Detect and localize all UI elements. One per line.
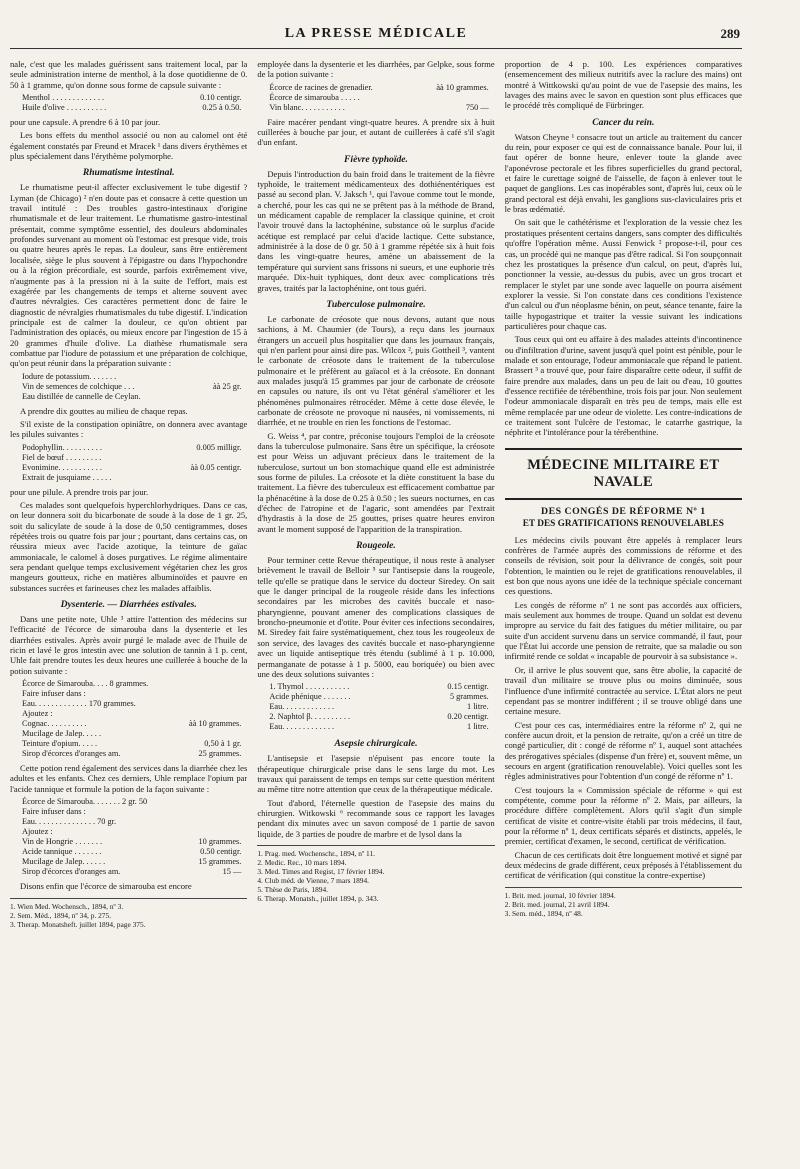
footnote: 1. Brit. med. journal, 10 février 1894. bbox=[504, 890, 616, 900]
dose: 15 — bbox=[222, 867, 242, 877]
footnotes bbox=[257, 845, 494, 903]
ingredient: Écorce de simarouba . . . . . bbox=[269, 92, 360, 102]
column-2 bbox=[257, 59, 494, 929]
footnote: 3. Sem. méd., 1894, nº 48. bbox=[504, 908, 583, 918]
dose: àà 10 grammes. bbox=[189, 719, 242, 729]
dose: 1 litre. bbox=[466, 702, 489, 712]
prescription-line bbox=[269, 103, 494, 113]
paragraph: proportion de 4 p. 100. Les expériences comparatives (ensemencement des milieux nutritifs avec la raclure des mains) ont montré à Wittkowski qu'au point de vue de l'asepsie des mains, les lavages des mains avec le savon en question sont plus efficaces que le procédé très compliqué de Fürbringer. bbox=[504, 59, 742, 111]
rubric-title: MÉDECINE MILITAIRE ET NAVALE bbox=[505, 448, 742, 500]
ingredient: Mucilage de Jalep. . . . . . bbox=[22, 857, 106, 867]
ingredient: Teinture d'opium. . . . . bbox=[22, 739, 98, 749]
article-subtitle: ET DES GRATIFICATIONS RENOUVELABLES bbox=[522, 518, 724, 529]
section-heading: Rhumatisme intestinal. bbox=[82, 167, 175, 179]
paragraph: Tout d'abord, l'éternelle question de l'asepsie des mains du chirurgien. Witkowski ⁶ recommande sous ce rapport les lavages pendant dix minutes avec un savon composé de 1 partie de savon liquide, de 3 parties de poudre de marbre et de lysol dans la bbox=[257, 797, 495, 839]
ingredient: Vin blanc. . . . . . . . . . . bbox=[269, 102, 345, 112]
paragraph: Cette potion rend également des services dans la diarrhée chez les adultes et les enfants. Chez ces derniers, Uhle remplace l'opium par l'acide tannique et formule la potion de la façon suivante : bbox=[10, 763, 248, 794]
prescription-text: Faire infuser dans : bbox=[22, 807, 86, 817]
column-3 bbox=[505, 59, 742, 929]
footnote: 2. Brit. med. journal, 21 avril 1894. bbox=[504, 899, 610, 909]
prescription-line bbox=[269, 83, 494, 93]
prescription-line bbox=[269, 712, 494, 722]
footnote: 2. Sem. Méd., 1894, nº 34, p. 275. bbox=[10, 910, 112, 920]
column-1 bbox=[10, 59, 247, 929]
prescription-line bbox=[22, 372, 247, 382]
prescription-line bbox=[269, 702, 494, 712]
footnote: 2. Medic. Rec., 10 mars 1894. bbox=[257, 857, 347, 867]
section-heading: Cancer du rein. bbox=[592, 116, 655, 128]
prescription-line bbox=[22, 729, 247, 739]
prescription-line bbox=[269, 682, 494, 692]
dose: 0.005 milligr. bbox=[196, 442, 242, 452]
paragraph: Le rhumatisme peut-il affecter exclusivement le tube digestif ? Lyman (de Chicago) ² n'en doute pas et consacre à cette question un travail intitulé : Des troubles gastro-intestinaux d'origine rhumatismale et de leur traitement. Le rhumatisme gastro-intestinal présentait, comme symptôme essentiel, des douleurs abdominales profondes survenant au moment où l'estomac est presque vide, trois ou quatre heures après le repas. La douleur, sans être entièrement localisée, siège le plus souvent à l'épigastre ou dans l'hypochondre ou à la région précordiale, est sourde, parfois extrêmement vive, n'augmente pas à la pression ni à la suite de l'effort, mais est exagérée par les changements de temps et alterne souvent avec d'autres névralgies. Ces caractères permettent donc de faire le diagnostic de névralgies rhumatismales du tube digestif. L'indication principale est de calmer la douleur, ce qu'on obtient par l'administration des opiacés, ou mieux encore par l'ingestion de 15 à 20 grammes d'huile d'olive. La diathèse rhumatismale sera combattue par l'iodure de potassium et une préparation de colchique, qu'on peut réunir dans la préparation suivante : bbox=[10, 182, 248, 369]
prescription-line bbox=[22, 867, 247, 877]
ingredient: Podophyllin. . . . . . . . . . bbox=[22, 442, 102, 452]
paragraph: Les congés de réforme nº 1 ne sont pas accordés aux officiers, mais seulement aux hommes de troupe. Quand un soldat est devenu impropre au service du fait des fatigues du métier militaire, ou par suite d'un accident survenu dans un service commandé, il faut, pour que l'État lui accorde une pension de retraite, que sa maladie ou son infirmité rende ce soldat « incapable de pourvoir à sa subsistance ». bbox=[504, 599, 742, 662]
ingredient: Sirop d'écorces d'oranges am. bbox=[22, 749, 121, 759]
ingredient: Vin de Hongrie . . . . . . . bbox=[22, 837, 103, 847]
dose: 0,50 à 1 gr. bbox=[204, 739, 242, 749]
footnote: 1. Wien Med. Wochensch., 1894, nº 3. bbox=[10, 901, 124, 911]
paragraph: Faire macérer pendant vingt-quatre heures. A prendre six à huit cuillerées à bouche par jour, et autant de cuillerées à café s'il s'agit d'un enfant. bbox=[257, 116, 495, 148]
prescription bbox=[22, 797, 247, 877]
prescription-text: Eau. . . . . . . . . . . . . 170 grammes. bbox=[22, 699, 136, 709]
paragraph: On sait que le cathétérisme et l'exploration de la vessie chez les prostatiques présentent certains dangers, sans compter des difficultés qu'offre l'opération même. Aussi Fenwick ² propose-t-il, pour ces cas, un procédé qui ne manque pas d'être radical. Si l'on soupçonnait chez les prostatiques la présence d'un calcul, on peut, d'après lui, ponctionner la vessie, au-dessus du pubis, avec un gros trocart et remplacer le stylet par une sonde avec laquelle on pourra aisément explorer la vessie. Si l'on constate dans ces conditions l'existence d'un calcul ou d'un néoplasme bénin, on peut, séance tenante, faire la taille hypogastrique et traiter la vessie suivant les indications particulières pour chaque cas. bbox=[504, 217, 742, 331]
footnote: 3. Therap. Monatsheft. juillet 1894, page 375. bbox=[10, 919, 146, 929]
dose: 1 litre. bbox=[466, 722, 489, 732]
footnote: 1. Prag. med. Wochenschr., 1894, nº 11. bbox=[257, 848, 375, 858]
page-header bbox=[10, 22, 742, 49]
journal-title: LA PRESSE MÉDICALE bbox=[284, 26, 468, 41]
prescription-text: Écorce de Simarouba. . . . 8 grammes. bbox=[22, 679, 149, 689]
prescription bbox=[22, 443, 247, 483]
paragraph: pour une capsule. A prendre 6 à 10 par jour. bbox=[10, 117, 161, 128]
footnote: 4. Club méd. de Vienne, 7 mars 1894. bbox=[257, 875, 370, 885]
paragraph: L'antisepsie et l'asepsie n'épuisent pas encore toute la thérapeutique chirurgicale prise dans le sens large du mot. Les travaux qui paraissent de temps en temps sur cette question méritent au même titre notre attention que ceux de la thérapeutique médicale. bbox=[257, 753, 495, 795]
columns bbox=[10, 59, 742, 929]
paragraph: A prendre dix gouttes au milieu de chaque repas. bbox=[20, 405, 188, 416]
paragraph: Depuis l'introduction du bain froid dans le traitement de la fièvre typhoïde, le traitement médicamenteux des dothiénentériques est passé au second plan. V. Jaksch ¹, qui l'avoue comme tout le monde, a cherché, pour les cas qui ne se prêtent pas à la méthode de Brand, un médicament capable de remplacer la classique quinine, et croit l'avoir trouvé dans la lactophénine, substance où le surplus d'acide acétique est remplacé par celui d'acide lactique. Cette substance, administrée à la dose de 0 gr. 50 à 1 gramme répétée six à huit fois dans les vingt-quatre heures, amène un abaissement de la température qui survient sans frissons ni sueurs, et une euphorie très marquée. Dix-huit typhiques, dont deux avec complications très graves, traités par la lactophénine, ont tous guéri. bbox=[257, 168, 495, 293]
dose: 0.20 centigr. bbox=[447, 712, 489, 722]
paragraph: Disons enfin que l'écorce de simarouba est encore bbox=[20, 881, 192, 892]
ingredient: Extrait de jusquiame . . . . . bbox=[22, 472, 112, 482]
prescription bbox=[22, 372, 247, 402]
paragraph: employée dans la dysenterie et les diarrhées, par Gelpke, sous forme de la potion suivante : bbox=[257, 59, 495, 80]
dose: 0.50 centigr. bbox=[200, 847, 242, 857]
prescription-line bbox=[269, 93, 494, 103]
ingredient: Vin de semences de colchique . . . bbox=[22, 381, 135, 391]
section-heading: Rougeole. bbox=[356, 540, 396, 552]
ingredient: Menthol . . . . . . . . . . . . . bbox=[22, 93, 105, 103]
prescription-text: Eau. . . . . . . . . . . . . . . 70 gr. bbox=[22, 817, 117, 827]
prescription-text: Faire infuser dans : bbox=[22, 689, 86, 699]
prescription bbox=[269, 83, 494, 113]
ingredient: Mucilage de Jalep. . . . . bbox=[22, 729, 102, 739]
footnote: 3. Med. Times and Regist, 17 février 1894. bbox=[257, 866, 385, 876]
prescription-line bbox=[22, 453, 247, 463]
dose: 750 — bbox=[465, 102, 489, 112]
paragraph: C'est toujours la « Commission spéciale de réforme » qui est compétente, comme pour la réforme nº 2. Mais, par ailleurs, la procédure diffère complètement. Alors qu'il s'agit d'un simple certificat de visite et contre-visite établi par trois médecins, il faut, pour la réforme nº 1, deux certificats séparés et distincts, appelés, le premier, certificat d'examen, le second, certificat de vérification. bbox=[504, 784, 742, 847]
ingredient: Acide tannique . . . . . . . bbox=[22, 847, 102, 857]
dose: 0.15 centigr. bbox=[447, 682, 489, 692]
paragraph: Les bons effets du menthol associé ou non au calomel ont été également constatés par Freund et Mracek ¹ dans divers érythèmes et plus spécialement dans l'érythème polymorphe. bbox=[10, 130, 248, 162]
page-number: 289 bbox=[720, 26, 740, 41]
prescription-line bbox=[22, 473, 247, 483]
ingredient: Eau distillée de cannelle de Ceylan. bbox=[22, 391, 141, 401]
prescription-line bbox=[22, 719, 247, 729]
article-title: DES CONGÉS DE RÉFORME Nº 1 bbox=[541, 505, 706, 517]
ingredient: Eau. . . . . . . . . . . . . bbox=[269, 702, 335, 712]
ingredient: Iodure de potassium. . . . . . . bbox=[22, 371, 117, 381]
dose: 25 grammes. bbox=[198, 749, 242, 759]
dose: 5 grammes. bbox=[449, 692, 489, 702]
dose: àà 25 gr. bbox=[212, 381, 242, 391]
prescription-text: Ajoutez : bbox=[22, 709, 53, 719]
footnotes bbox=[10, 898, 247, 929]
section-heading: Fièvre typhoïde. bbox=[344, 153, 408, 165]
paragraph: S'il existe de la constipation opiniâtre, on donnera avec avantage les pilules suivantes : bbox=[10, 418, 248, 440]
footnote: 6. Therap. Monatsh., juillet 1894, p. 343. bbox=[257, 893, 379, 903]
prescription-line bbox=[22, 463, 247, 473]
paragraph: Dans une petite note, Uhle ³ attire l'attention des médecins sur l'efficacité de l'écorce de simarouba dans la dysenterie et les diarrhées estivales. Après avoir purgé le malade avec de l'huile de ricin et lavé le gros intestin avec une solution de tannin à 1 p. cent, Uhle fait prendre toutes les deux heures une cuillerée à bouche de la potion suivante : bbox=[10, 614, 248, 676]
footnote: 5. Thèse de Paris, 1894. bbox=[257, 884, 329, 894]
dose: 15 grammes. bbox=[198, 857, 242, 867]
footnotes bbox=[505, 887, 742, 918]
section-heading: Dysenterie. — Diarrhées estivales. bbox=[60, 599, 197, 611]
prescription-text: Ajoutez : bbox=[22, 827, 53, 837]
ingredient: 1. Thymol . . . . . . . . . . . bbox=[269, 682, 350, 692]
ingredient: Sirop d'écorces d'oranges am. bbox=[22, 867, 121, 877]
dose: àà 0.05 centigr. bbox=[190, 462, 242, 472]
paragraph: Les médecins civils pouvant être appelés à remplacer leurs confrères de l'armée auprès des commissions de réforme et des conseils de révision, soit pour la délivrance de congés, soit pour l'obtention, le maintien ou le rejet de gratifications renouvelables, il est bon que nous ayons une idée de la technique spéciale concernant ces questions. bbox=[504, 534, 742, 597]
section-heading: Asepsie chirurgicale. bbox=[334, 738, 418, 750]
paragraph: G. Weiss ⁴, par contre, préconise toujours l'emploi de la créosote dans la tuberculose pulmonaire. Sans être un spécifique, la créosote est pour Weiss un adjuvant précieux dans le traitement de la tuberculose, surtout un bon stomachique quand elle est administrée sous forme de pilules. La créosote et la diète constituent la base du traitement. La fièvre des tuberculeux est efficacement combattue par la phénacétine à la dose de 0.25 à 0.50 ; les sueurs nocturnes, en cas d'échec de l'atropine et de l'agaric, sont amendées par l'extrait d'hydrastis à la dose de 25 gouttes, prises quatre heures environ avant le moment supposé de l'apparition de la transpiration. bbox=[257, 430, 495, 534]
paragraph: C'est pour ces cas, intermédiaires entre la réforme nº 2, qui ne confère aucun droit, et la pension de retraite, qu'on a créé un titre de congé particulier, dit : congé de réforme nº 1, auquel sont attachées des prérogatives spéciales (dispense d'un frère) et, souvent même, un secours en argent (gratification renouvelable). Voici quelles sont les règles administratives pour l'obtention d'un congé de réforme nº 1. bbox=[504, 719, 742, 782]
prescription-text: Écorce de Simarouba. . . . . . . 2 gr. 50 bbox=[22, 797, 148, 807]
prescription-line bbox=[22, 739, 247, 749]
prescription-line bbox=[22, 749, 247, 759]
ingredient: 2. Naphtol β. . . . . . . . . . bbox=[269, 712, 351, 722]
dose: àà 10 grammes. bbox=[436, 82, 489, 92]
prescription bbox=[22, 679, 247, 759]
paragraph: Chacun de ces certificats doit être longuement motivé et signé par deux médecins de grade différent, ceux préposés à l'établissement du certificat de vérification (qui constitue la contre-expertise) bbox=[504, 849, 742, 881]
prescription-line bbox=[22, 857, 247, 867]
section-heading: Tuberculose pulmonaire. bbox=[326, 298, 426, 310]
paragraph: Or, il arrive le plus souvent que, sans être abolie, la capacité de travail d'un militaire se trouve plus ou moins diminuée, sous l'influence d'une infirmité contractée au service. L'État alors ne peut cependant pas se montrer indifférent ; il se trouve obligé dans une certaine mesure. bbox=[504, 664, 742, 717]
prescription-line bbox=[22, 392, 247, 402]
prescription-line bbox=[22, 847, 247, 857]
ingredient: Écorce de racines de grenadier. bbox=[269, 82, 373, 92]
prescription-line bbox=[22, 103, 247, 113]
prescription-line bbox=[22, 443, 247, 453]
ingredient: Huile d'olive . . . . . . . . . . bbox=[22, 103, 107, 113]
ingredient: Eau. . . . . . . . . . . . . bbox=[269, 722, 335, 732]
paragraph: Pour terminer cette Revue thérapeutique, il nous reste à analyser brièvement le travail de Belloir ⁵ sur l'antisepsie dans la rougeole, telle qu'elle se pratique dans le service du docteur Siredey. On sait que le danger principal de la rougeole réside dans les infections secondaires par les microbes des cavités buccale et naso-pharyngienne, pouvant amener des complications classiques de broncho-pneumonie et d'otite. Pour éviter ces infections secondaires, M. Siredey fait faire systématiquement, chez tous les rougeoleux de son service, des lavages des cavités buccale et naso-pharyngienne avec un liquide antiseptique très étendu (sublimé à 1 p. 10.000, permanganate de potasse à 1 p. 5000, eau boriquée) ou bien avec une des deux solutions suivantes : bbox=[257, 555, 495, 679]
ingredient: Cognac. . . . . . . . . . bbox=[22, 719, 87, 729]
prescription-line bbox=[22, 837, 247, 847]
paragraph: Ces malades sont quelquefois hyperchlorhydriques. Dans ce cas, on leur donnera soit du bicarbonate de soude à la dose de 1 gr. 25, soit du salicylate de soude à la dose de 0,50 centigrammes, doses répétées trois ou quatre fois par jour ; pourtant, dans certains cas, on réussira mieux avec l'acide azotique, la teinture de gaïac ammoniacale, le calomel à doses purgatives. Le régime alimentaire sera pendant quelque temps exclusivement végétarien chez les gros mangeurs goutteux, riche en matières albuminoïdes et pauvre en substances sucrées et farineuses chez les malades affaiblis. bbox=[10, 499, 248, 593]
prescription-line bbox=[22, 382, 247, 392]
ingredient: Fiel de bœuf . . . . . . . . . bbox=[22, 452, 102, 462]
dose: 0.25 à 0.50. bbox=[202, 103, 242, 113]
prescription bbox=[269, 682, 494, 732]
prescription-line bbox=[22, 93, 247, 103]
paragraph: Watson Cheyne ¹ consacre tout un article au traitement du cancer du rein, pour exposer ce qui est de connaissance banale. Pour lui, il faut opérer de bonne heure, enlever toute la glande avec l'aponévrose pectorale et les fibres superficielles du grand pectoral, et faire le curettage soigné de l'aisselle, de façon à enlever tout le paquet de ganglions. Les cas inopérables sont, d'après lui, ceux où le grand pectoral est déjà envahi, les ganglions sus-claviculaires pris et le bras œdématié. bbox=[504, 131, 742, 215]
dose: 10 grammes. bbox=[198, 837, 242, 847]
prescription-line bbox=[269, 722, 494, 732]
ingredient: Acide phénique . . . . . . . bbox=[269, 692, 351, 702]
prescription-line bbox=[269, 692, 494, 702]
paragraph: Tous ceux qui ont eu affaire à des malades atteints d'incontinence ou d'infiltration d'urine, savent jusqu'à quel point est pénible, pour le malade et son entourage, l'odeur ammoniacale que répand le patient. Brassert ³ a trouvé que, pour faire disparaître cette odeur, il suffit de faire prendre aux malades, dans un peu de lait ou d'eau, 10 gouttes d'essence rectifiée de térébenthine, trois fois par jour. Non seulement l'odeur ammoniacale disparaît en très peu de temps, mais elle est même remplacée par une odeur de violette. Les contre-indications de ce traitement sont l'ulcère de l'estomac, le catarrhe gastrique, la néphrite et l'intolérance pour la térébenthine. bbox=[504, 334, 742, 438]
paragraph: pour une pilule. A prendre trois par jour. bbox=[10, 486, 149, 497]
dose: 0.10 centigr. bbox=[200, 93, 242, 103]
ingredient: Evonimine. . . . . . . . . . . bbox=[22, 462, 102, 472]
paragraph: nale, c'est que les malades guérissent sans traitement local, par la seule administration interne de menthol, à la dose quotidienne de 0. 50 à 1 gramme, qu'on donne sous forme de capsule suivante : bbox=[10, 59, 248, 90]
prescription bbox=[22, 93, 247, 113]
paragraph: Le carbonate de créosote que nous devons, autant que nous sachions, à M. Chaumier (de Tours), a reçu dans les journaux étrangers un accueil plus hospitalier que dans les journaux français, qui n'en parlent pour ainsi dire pas. Wilcox ², puis Gottheil ³, vantent le carbonate de créosote dans le traitement de la tuberculose pulmonaire et le préfèrent au gaïacol et à la créosote. En donnant aux malades jusqu'à 15 grammes par jour de carbonate de créosote en capsules ou nature, ils ont vu l'état général s'améliorer et les phénomènes pulmonaires rétrocéder. Même à cette dose élevée, le carbonate de créosote ne provoque ni nausées, ni vomissements, ni diarrhée, et ne trouble en rien les fonctions de l'estomac. bbox=[257, 313, 495, 428]
